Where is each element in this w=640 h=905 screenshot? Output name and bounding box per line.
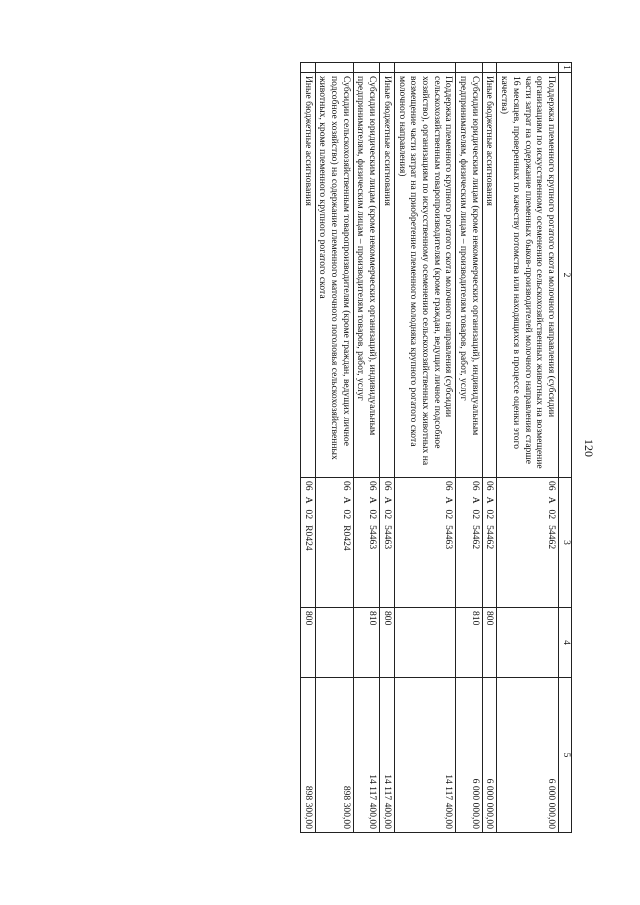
code-part: А [469, 496, 481, 504]
table-row [300, 63, 315, 833]
table-row [456, 63, 482, 833]
code-part: А [546, 496, 557, 504]
code-part: А [381, 496, 393, 504]
row-name-cell [300, 73, 315, 478]
row-index-cell [497, 63, 559, 73]
code-part: 06 [302, 481, 314, 491]
rotated-page [100, 58, 600, 838]
row-type-cell: 810 [456, 608, 482, 678]
code-part: 06 [546, 481, 557, 491]
code-part: 02 [443, 509, 455, 520]
row-name-line: 16 месяцев, проверенных по качеству потомства или находящихся в процессе оценки этого качества) [499, 76, 522, 450]
code-part: 02 [367, 509, 379, 520]
row-amount-cell: 898 300,00 [315, 678, 353, 833]
row-index-cell [300, 63, 315, 73]
row-code-cell [380, 478, 395, 608]
row-name-cell [380, 73, 395, 478]
code-part: 54462 [484, 525, 496, 550]
row-type-cell: 800 [300, 608, 315, 678]
code-part: R0424 [302, 525, 314, 551]
row-type-cell [497, 608, 559, 678]
row-index-cell [353, 63, 379, 73]
code-part: 54463 [443, 525, 455, 550]
row-name-line: Поддержка племенного крупного рогатого скота молочного направления (субсидии сельскохозяйственным товаропроизводителям (кроме граждан, ведущих личное подсобное хозяйство), организациям по искусственному осеменению сельскохозяйственных животных на возмещение части затрат на приобретение племенного молодняка крупного рогатого скота молочного направления) [396, 76, 455, 466]
header-col-2: 2 [559, 73, 572, 478]
code-part: 06 [484, 481, 496, 491]
row-code-cell [315, 478, 353, 608]
table-row [482, 63, 497, 833]
row-code-cell [456, 478, 482, 608]
row-code-cell [497, 478, 559, 608]
code-part: 02 [381, 509, 393, 520]
row-amount-cell: 14 117 400,00 [380, 678, 395, 833]
row-name-cell [315, 73, 353, 478]
table-row [353, 63, 379, 833]
code-part: 02 [484, 509, 496, 520]
header-col-4: 4 [559, 608, 572, 678]
table-row [394, 63, 456, 833]
row-amount-cell: 6 000 000,00 [456, 678, 482, 833]
row-type-cell: 810 [353, 608, 379, 678]
row-name-cell [482, 73, 497, 478]
code-part: 06 [469, 481, 481, 491]
code-part: R0424 [340, 525, 352, 551]
row-index-cell [456, 63, 482, 73]
row-name-cell [353, 73, 379, 478]
budget-table [300, 62, 572, 833]
row-name-cell [456, 73, 482, 478]
code-part: 54463 [381, 525, 393, 550]
row-name-line: Субсидии сельскохозяйственным товаропроизводителям (кроме граждан, ведущих личное подсобное хозяйство) на содержание племенного маточного поголовья сельскохозяйственных животных, кроме племенного крупного рогатого скота [317, 76, 352, 460]
row-type-cell [394, 608, 456, 678]
row-code-cell [394, 478, 456, 608]
row-name-line: Иные бюджетные ассигнования [484, 76, 496, 206]
code-part: 54462 [546, 525, 557, 550]
row-amount-cell: 898 300,00 [300, 678, 315, 833]
code-part: 02 [546, 509, 557, 520]
row-name-cell [497, 73, 559, 478]
code-part: 06 [443, 481, 455, 491]
code-part: А [367, 496, 379, 504]
code-part: 54463 [367, 525, 379, 550]
table-row [497, 63, 559, 833]
code-part: 02 [302, 509, 314, 520]
row-index-cell [380, 63, 395, 73]
header-col-5: 5 [559, 678, 572, 833]
row-type-cell: 800 [380, 608, 395, 678]
row-amount-cell: 6 000 000,00 [482, 678, 497, 833]
code-part: А [302, 496, 314, 504]
code-part: А [443, 496, 455, 504]
row-amount-cell: 14 117 400,00 [353, 678, 379, 833]
code-part: 06 [367, 481, 379, 491]
row-name-cell [394, 73, 456, 478]
row-name-line: Субсидии юридическим лицам (кроме некоммерческих организаций), индивидуальным предпринимателям, физическим лицам – производителям товаров, работ, услуг [458, 76, 481, 436]
page-number: 120 [582, 439, 596, 457]
row-index-cell [394, 63, 456, 73]
row-name-line: Иные бюджетные ассигнования [381, 76, 393, 206]
row-amount-cell: 6 000 000,00 [497, 678, 559, 833]
table-row [380, 63, 395, 833]
row-type-cell: 800 [482, 608, 497, 678]
code-part: 02 [469, 509, 481, 520]
table-row [315, 63, 353, 833]
header-row [559, 63, 572, 833]
row-name-line: Субсидии юридическим лицам (кроме некоммерческих организаций), индивидуальным предпринимателям, физическим лицам – производителям товаров, работ, услуг [355, 76, 379, 436]
code-part: А [484, 496, 496, 504]
row-code-cell [300, 478, 315, 608]
row-index-cell [482, 63, 497, 73]
row-index-cell [315, 63, 353, 73]
row-amount-cell: 14 117 400,00 [394, 678, 456, 833]
code-part: 02 [340, 509, 352, 520]
row-name-line: Иные бюджетные ассигнования [302, 76, 314, 206]
row-name-line: Поддержка племенного крупного рогатого скота молочного направления (субсидии организациям по искусственному осеменению сельскохозяйственных животных на возмещение части затрат на содержание племенных быков-производителей молочного направления старше [522, 76, 557, 469]
row-type-cell [315, 608, 353, 678]
row-code-cell [353, 478, 379, 608]
code-part: 06 [340, 481, 352, 491]
header-col-3: 3 [559, 478, 572, 608]
row-code-cell [482, 478, 497, 608]
code-part: 06 [381, 481, 393, 491]
header-col-1: 1 [559, 63, 572, 73]
code-part: А [340, 496, 352, 504]
code-part: 54462 [469, 525, 481, 550]
